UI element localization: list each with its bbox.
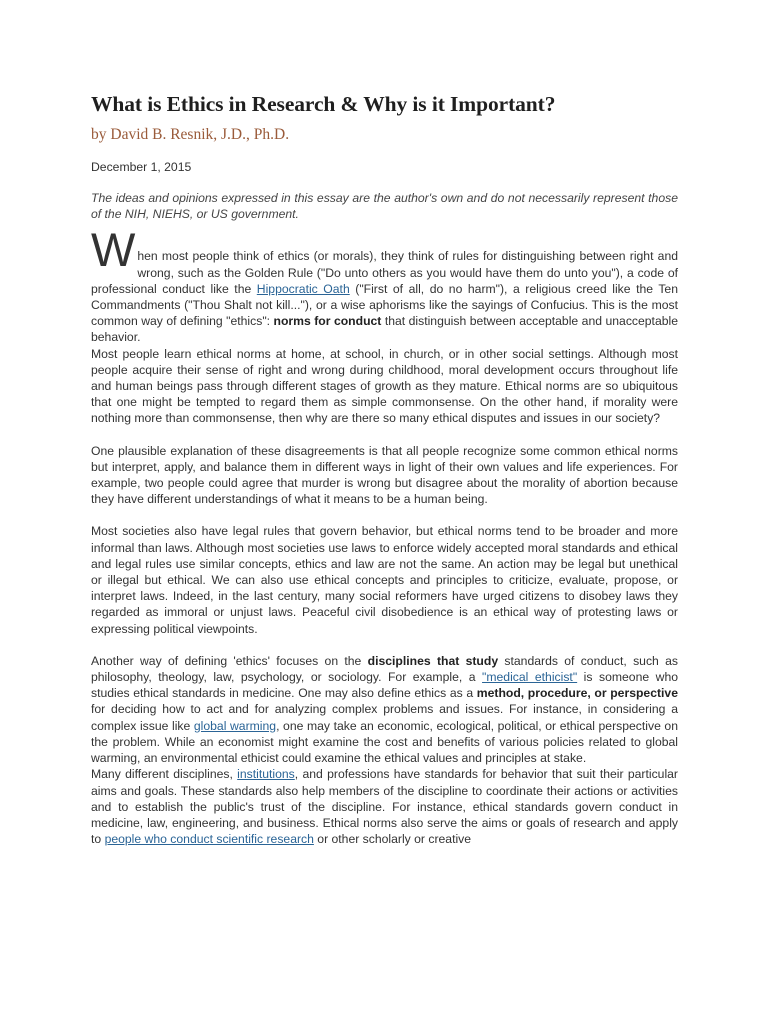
global-warming-link[interactable]: global warming xyxy=(193,718,277,733)
paragraph-text: , and professions have standards for behavior that suit their particular aims and goals. These standards also help members of the discipline to coordinate their actions or activities and to establish the public's trust of the discipline. For instance, ethical standards govern conduct in medicine, law, engineering, and business. Ethical norms also serve the aims or goals of research and apply to xyxy=(91,767,678,847)
publish-date: December 1, 2015 xyxy=(91,160,192,174)
paragraph-4: Most societies also have legal rules that govern behavior, but ethical norms tend to be broader and more informal than laws. Although most societies use laws to enforce widely accepted moral standards and ethical and legal rules use similar concepts, ethics and law are not the same. An action may be legal but unethical or illegal but ethical. We can also use ethical concepts and principles to criticize, evaluate, propose, or interpret laws. Indeed, in the last century, many social reformers have urged citizens to disobey laws they regarded as immoral or unjust laws. Peaceful civil disobedience is an ethical way of protesting laws or expressing political viewpoints. xyxy=(91,524,678,636)
bold-norms-for-conduct: norms for conduct xyxy=(273,314,382,329)
paragraph-text: standards of conduct, such as philosophy, theology, law, psychology, or sociology. For example, a xyxy=(91,653,679,685)
paragraph-2: Most people learn ethical norms at home, at school, in church, or in other social settings. Although most people acquire their sense of right and wrong during childhood, moral development occurs throughout life and human beings pass through different stages of growth as they mature. Ethical norms are so ubiquitous that one might be tempted to regard them as simple commonsense. On the other hand, if morality were nothing more than commonsense, then why are there so many ethical disputes and issues in our society? xyxy=(91,346,678,426)
paragraph-text: Another way of defining 'ethics' focuses on the xyxy=(91,653,368,668)
paragraph-text: or other scholarly or creative xyxy=(313,832,472,847)
paragraph-text: that distinguish between acceptable and unacceptable behavior. xyxy=(91,314,678,345)
paragraph-1-lead xyxy=(91,223,678,345)
paragraph-1 xyxy=(91,223,678,345)
paragraph-text: for deciding how to act and for analyzing complex problems and issues. For instance, in considering a complex issue like xyxy=(91,702,678,733)
disclaimer: The ideas and opinions expressed in this essay are the author's own and do not necessarily represent those of the NIH, NIEHS, or US government. xyxy=(91,191,678,222)
paragraph-3: One plausible explanation of these disagreements is that all people recognize some common ethical norms but interpret, apply, and balance them in different ways in light of their own values and life experiences. For example, two people could agree that murder is wrong but disagree about the morality of abortion because they have different understandings of what it means to be a human being. xyxy=(91,443,678,507)
paragraph-text: is someone who studies ethical standards in medicine. One may also define ethics as a xyxy=(91,670,678,701)
paragraph-text: Many different disciplines, xyxy=(91,767,238,782)
bold-disciplines-that-study: disciplines that study xyxy=(367,653,499,668)
paragraph-text: ("First of all, do no harm"), a religious creed like the Ten Commandments ("Thou Shalt not kill..."), or a wise aphorisms like the sayings of Confucius. This is the most common way of defining "ethics": xyxy=(91,281,678,329)
bold-method-procedure-perspective: method, procedure, or perspective xyxy=(476,686,678,701)
paragraph-text: , one may take an economic, ecological, political, or ethical perspective on the problem. While an economist might examine the cost and benefits of various policies related to global warming, an environmental ethicist could examine the ethical values and principles at stake. xyxy=(91,718,678,766)
scientific-research-people-link[interactable]: people who conduct scientific research xyxy=(104,832,314,847)
hippocratic-oath-link[interactable]: Hippocratic Oath xyxy=(256,281,350,296)
medical-ethicist-link[interactable]: "medical ethicist" xyxy=(482,670,578,685)
drop-cap: W xyxy=(91,223,136,277)
paragraph-5 xyxy=(91,653,678,766)
institutions-link[interactable]: institutions xyxy=(237,767,295,782)
paragraph-text: hen most people think of ethics (or morals), they think of rules for distinguishing between right and wrong, such as the Golden Rule ("Do unto others as you would have them do unto you"), a code of professional conduct like the xyxy=(91,249,678,296)
author-byline: by David B. Resnik, J.D., Ph.D. xyxy=(91,126,290,143)
article xyxy=(91,90,678,847)
paragraph-6 xyxy=(91,766,678,847)
article-title: What is Ethics in Research & Why is it Important? xyxy=(91,92,556,116)
